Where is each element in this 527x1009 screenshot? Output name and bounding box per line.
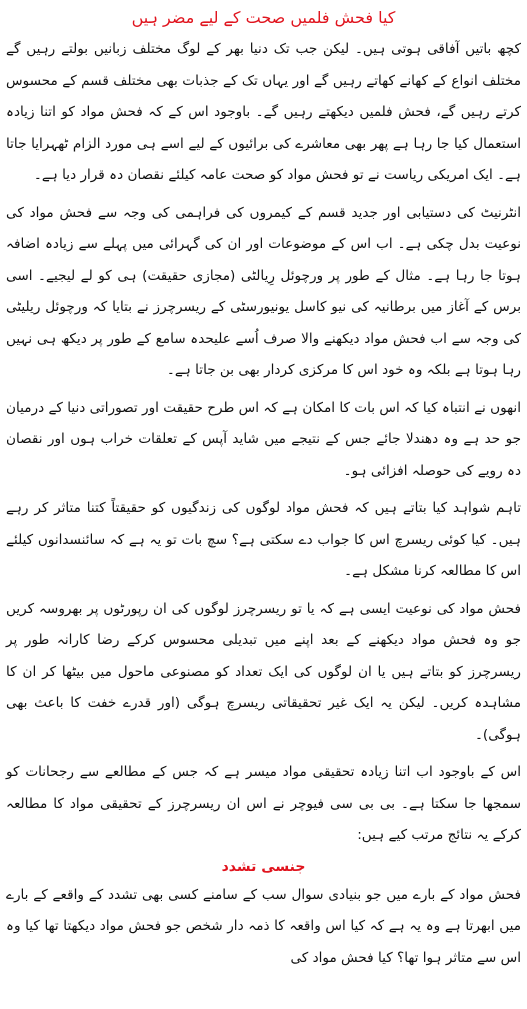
section-heading-sexual-violence: جنسی تشدد <box>221 858 306 875</box>
paragraph-bbc-future: اس کے باوجود اب اتنا زیادہ تحقیقی مواد میسر ہے کہ جس کے مطالعے سے رجحانات کو سمجھا جا سکتا ہے۔ بی بی سی فیوچر نے اس ان ریسرچرز کے تحقیقی مواد کا مطالعہ کرکے یہ نتائج مرتب کیے ہیں: <box>6 764 521 843</box>
paragraph-intro: کچھ باتیں آفاقی ہوتی ہیں۔ لیکن جب تک دنیا بھر کے لوگ مختلف زبانیں بولتے رہیں گے مختلف انواع کے کھانے کھاتے رہیں گے اور یہاں تک کے جذبات بھی مختلف قسم کے محسوس کرتے رہیں گے، فحش فلمیں دیکھتے رہیں گے۔ باوجود اس کے کہ فحش مواد کو اتنا زیادہ استعمال کیا جا رہا ہے پھر بھی معاشرے کی برائیوں کے لیے اسے ہی مورد الزام ٹھہرایا جاتا ہے۔ ایک امریکی ریاست نے تو فحش مواد کو صحت عامہ کیلئے نقصان دہ قرار دیا ہے۔ <box>6 41 521 183</box>
paragraph-warning: انھوں نے انتباہ کیا کہ اس بات کا امکان ہے کہ اس طرح حقیقت اور تصوراتی دنیا کے درمیان جو حد ہے وہ دھندلا جائے جس کے نتیجے میں شاید آپس کے تعلقات خراب ہوں اور نقصان دہ رویے کی حوصلہ افزائی ہو۔ <box>6 399 521 479</box>
paragraph-sexual-violence: فحش مواد کے بارے میں جو بنیادی سوال سب کے سامنے کسی بھی تشدد کے واقعے کے بارے میں ابھرتا ہے وہ یہ ہے کہ کیا اس واقعہ کا ذمہ دار شخص جو فحش مواد دیکھتا تھا کیا وہ اس سے متاثر ہوا تھا؟ کیا فحش مواد کی <box>6 886 521 966</box>
paragraph-evidence: تاہم شواہد کیا بتاتے ہیں کہ فحش مواد لوگوں کی زندگیوں کو حقیقتاً کتنا متاثر کر رہے ہیں۔ کیا کوئی ریسرچ اس کا جواب دے سکتی ہے؟ سچ بات تو یہ ہے کہ سائنسدانوں کیلئے اس کا مطالعہ کرنا مشکل ہے۔ <box>6 500 521 579</box>
paragraph-internet: انٹرنیٹ کی دستیابی اور جدید قسم کے کیمروں کی فراہمی کی وجہ سے فحش مواد کی نوعیت بدل چکی ہے۔ اب اس کے موضوعات اور ان کی گہرائی میں پہلے سے زیادہ اضافہ ہوتا جا رہا ہے۔ مثال کے طور پر ورچوئل رِیالٹی (مجازی حقیقت) ہی کو لے لیجیے۔ اسی برس کے آغاز میں برطانیہ کی نیو کاسل یونیورسٹی کے ریسرچرز نے بتایا کہ ورچوئل ریلیٹی کی وجہ سے اب فحش مواد دیکھنے والا صرف اُسے علیحدہ سامع کے طور پر دیکھ ہی نہیں رہا ہوتا ہے بلکہ وہ خود اس کا مرکزی کردار بھی بن جاتا ہے۔ <box>6 204 521 378</box>
paragraph-research-methods: فحش مواد کی نوعیت ایسی ہے کہ یا تو ریسرچرز لوگوں کی ان رپورٹوں پر بھروسہ کریں جو وہ فحش مواد دیکھنے کے بعد اپنے میں تبدیلی محسوس کرکے رضا کارانہ طور پر ریسرچرز کو بتاتے ہیں یا ان لوگوں کی ایک تعداد کو مصنوعی ماحول میں بیٹھا کر ان کا مشاہدہ کریں۔ لیکن یہ ایک غیر تحقیقاتی ریسرچ ہوگی (اور قدرے خفت کا باعث بھی ہوگی)۔ <box>6 600 521 743</box>
article-title: کیا فحش فلمیں صحت کے لیے مضر ہیں <box>131 8 396 27</box>
